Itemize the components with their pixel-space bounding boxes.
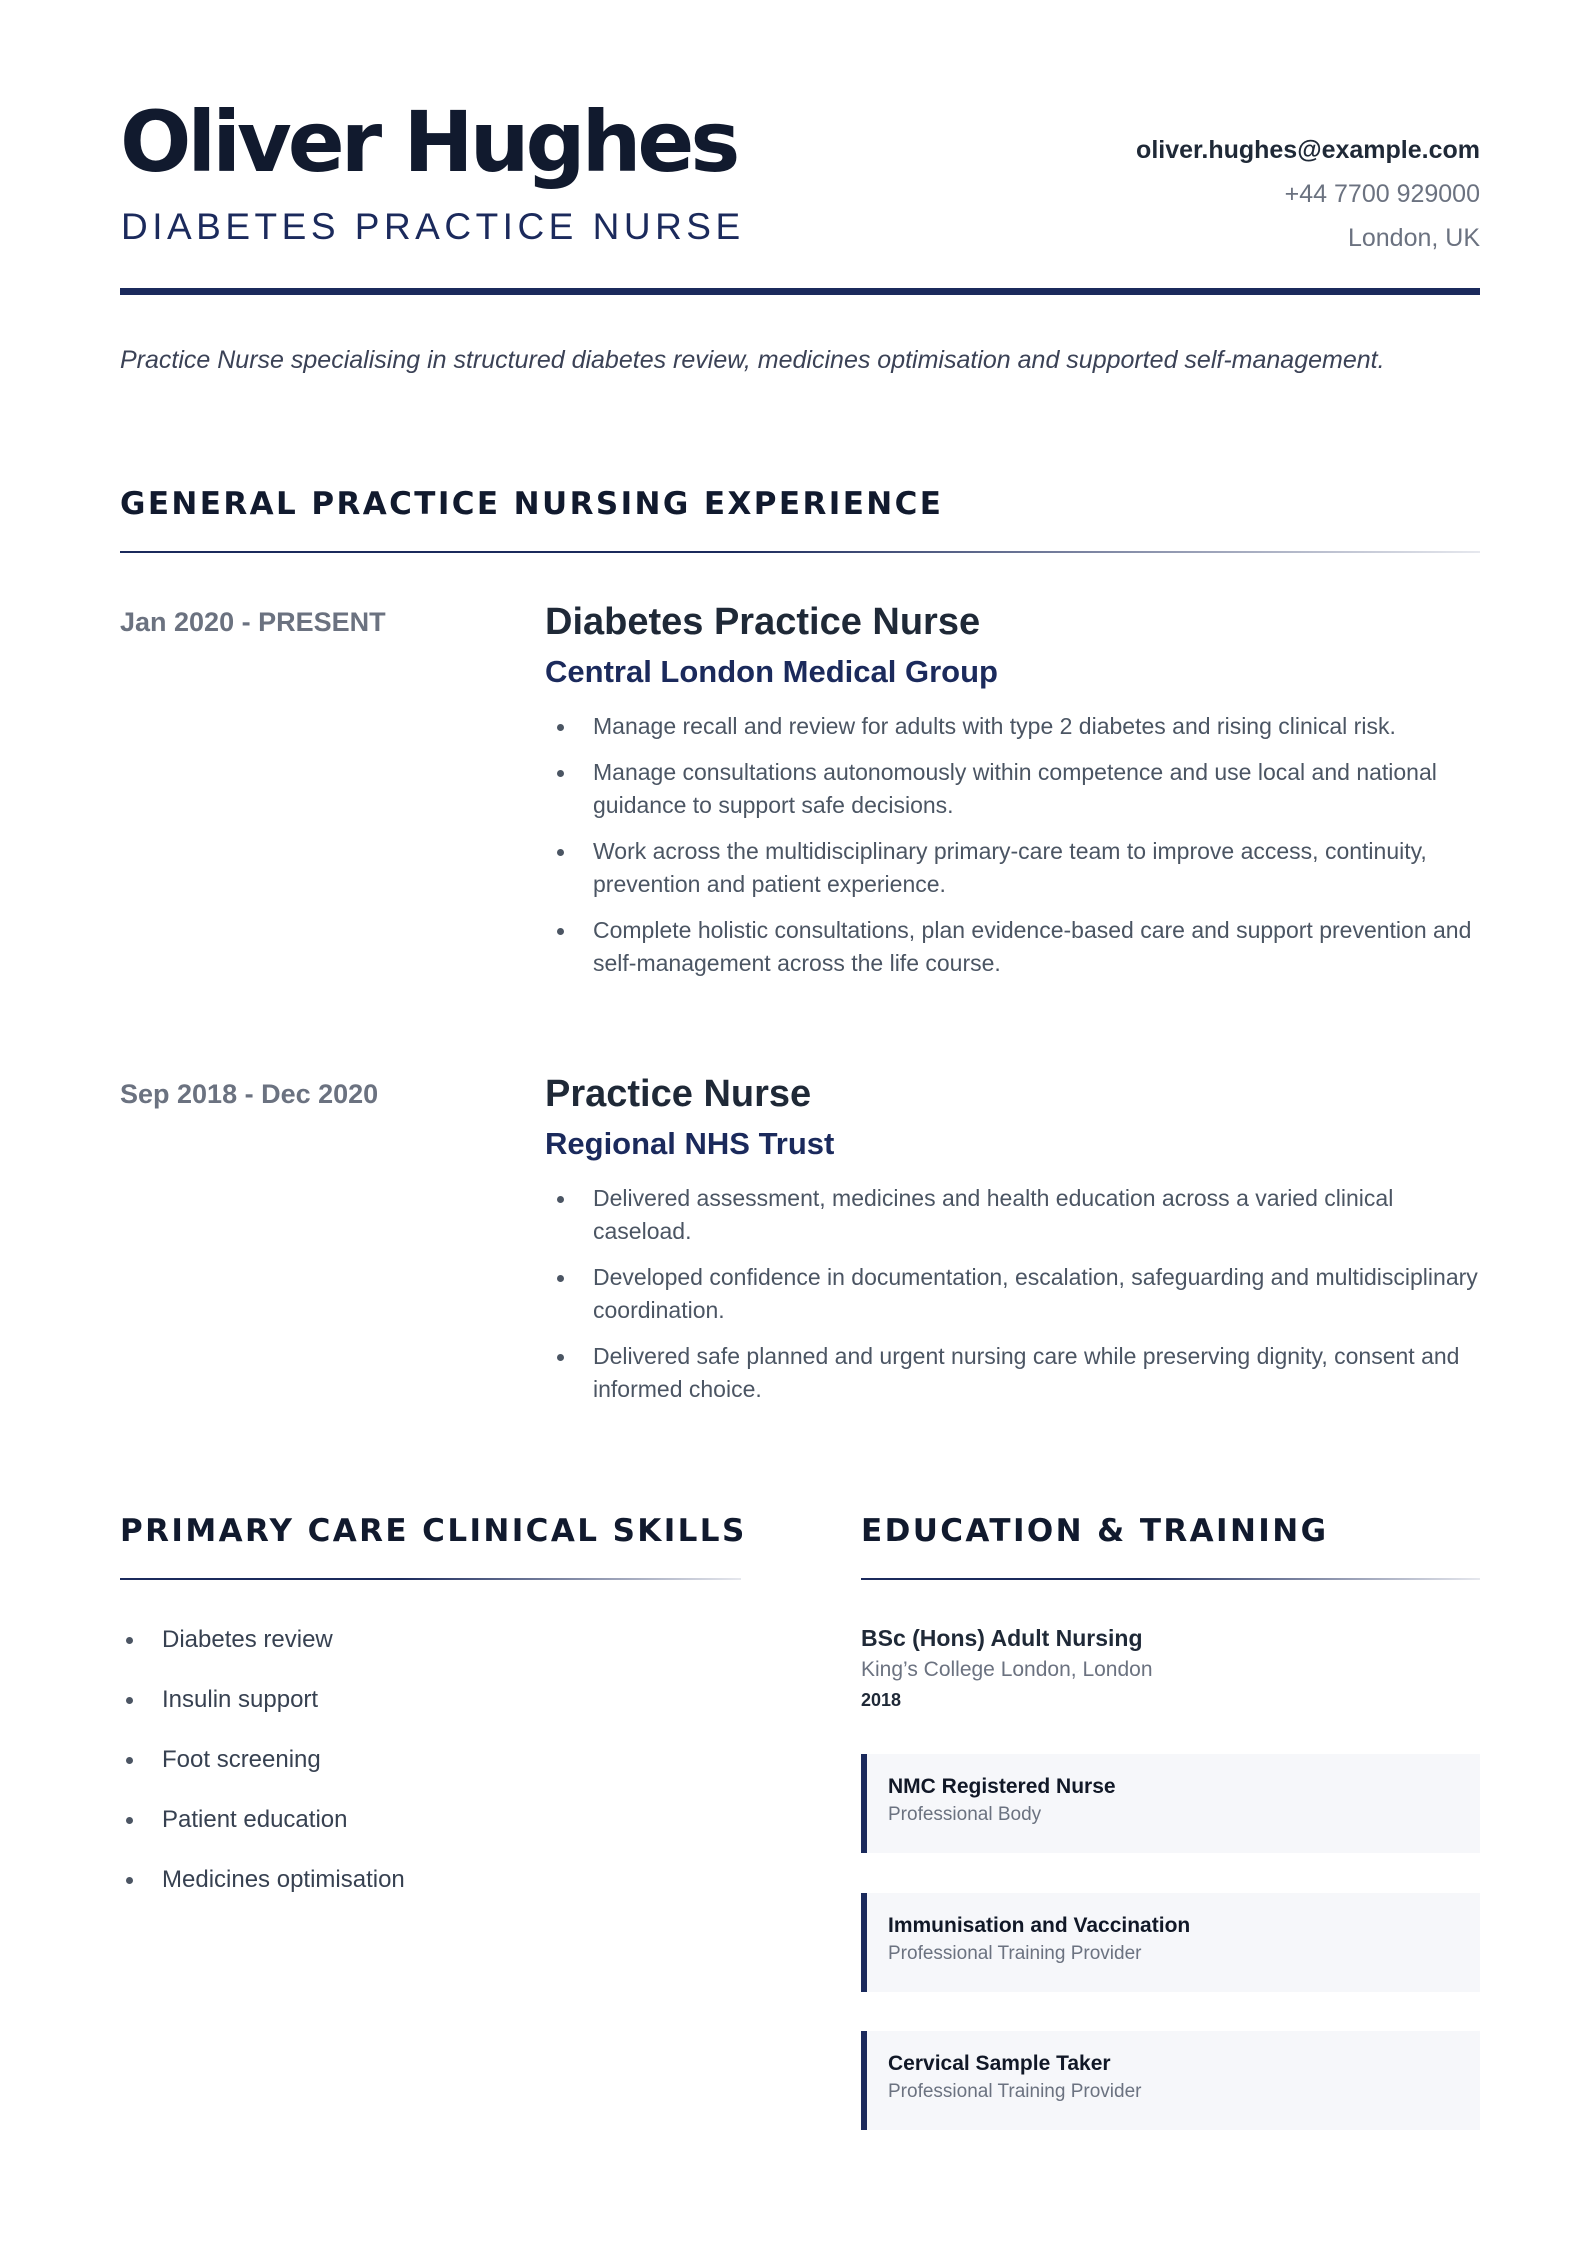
certification-provider: Professional Training Provider [888, 2081, 1142, 2102]
job-responsibilities [545, 1182, 1485, 1419]
profile-summary: Practice Nurse specialising in structured diabetes review, medicines optimisation and supported self-management. [120, 346, 1385, 374]
skills-list [120, 1620, 405, 1920]
certification-card [861, 1893, 1480, 1992]
degree-institution: King’s College London, London [861, 1658, 1153, 1681]
certification-provider: Professional Training Provider [888, 1943, 1142, 1964]
degree-name: BSc (Hons) Adult Nursing [861, 1625, 1143, 1651]
list-item: Delivered safe planned and urgent nursing care while preserving dignity, consent and informed choice. [545, 1340, 1485, 1406]
certification-card [861, 2031, 1480, 2130]
job-dates: Jan 2020 - PRESENT [120, 607, 386, 637]
contact-phone: +44 7700 929000 [1284, 180, 1480, 208]
list-item: Manage recall and review for adults with type 2 diabetes and rising clinical risk. [545, 710, 1485, 743]
list-item: Complete holistic consultations, plan evidence-based care and support prevention and self-management across the life course. [545, 914, 1485, 980]
certification-name: NMC Registered Nurse [888, 1775, 1116, 1798]
certification-provider: Professional Body [888, 1804, 1042, 1825]
list-item: Insulin support [120, 1680, 405, 1720]
certification-card [861, 1754, 1480, 1853]
certification-name: Cervical Sample Taker [888, 2052, 1111, 2075]
header-divider [120, 288, 1480, 295]
list-item: Diabetes review [120, 1620, 405, 1660]
education-divider [861, 1578, 1480, 1580]
list-item: Work across the multidisciplinary primary-care team to improve access, continuity, prevention and patient experience. [545, 835, 1485, 901]
list-item: Manage consultations autonomously within competence and use local and national guidance to support safe decisions. [545, 756, 1485, 822]
candidate-name: Oliver Hughes [120, 93, 737, 191]
job-responsibilities [545, 710, 1485, 993]
list-item: Delivered assessment, medicines and health education across a varied clinical caseload. [545, 1182, 1485, 1248]
list-item: Patient education [120, 1800, 405, 1840]
skills-divider [120, 1578, 741, 1580]
experience-heading: GENERAL PRACTICE NURSING EXPERIENCE [120, 486, 944, 522]
certification-name: Immunisation and Vaccination [888, 1914, 1191, 1937]
candidate-title: DIABETES PRACTICE NURSE [121, 206, 745, 247]
education-entry [861, 1622, 1153, 1714]
skills-heading: PRIMARY CARE CLINICAL SKILLS [120, 1513, 747, 1549]
list-item: Foot screening [120, 1740, 405, 1780]
list-item: Developed confidence in documentation, escalation, safeguarding and multidisciplinary coordination. [545, 1261, 1485, 1327]
degree-year: 2018 [861, 1690, 902, 1710]
contact-block [1136, 128, 1480, 260]
experience-divider [120, 551, 1480, 553]
job-organisation: Regional NHS Trust [545, 1126, 835, 1161]
education-heading: EDUCATION & TRAINING [861, 1513, 1329, 1549]
contact-location: London, UK [1347, 224, 1480, 252]
contact-email[interactable]: oliver.hughes@example.com [1136, 136, 1480, 164]
job-dates: Sep 2018 - Dec 2020 [120, 1079, 379, 1109]
job-role: Diabetes Practice Nurse [545, 601, 981, 643]
job-organisation: Central London Medical Group [545, 654, 998, 689]
job-role: Practice Nurse [545, 1073, 812, 1115]
list-item: Medicines optimisation [120, 1860, 405, 1900]
